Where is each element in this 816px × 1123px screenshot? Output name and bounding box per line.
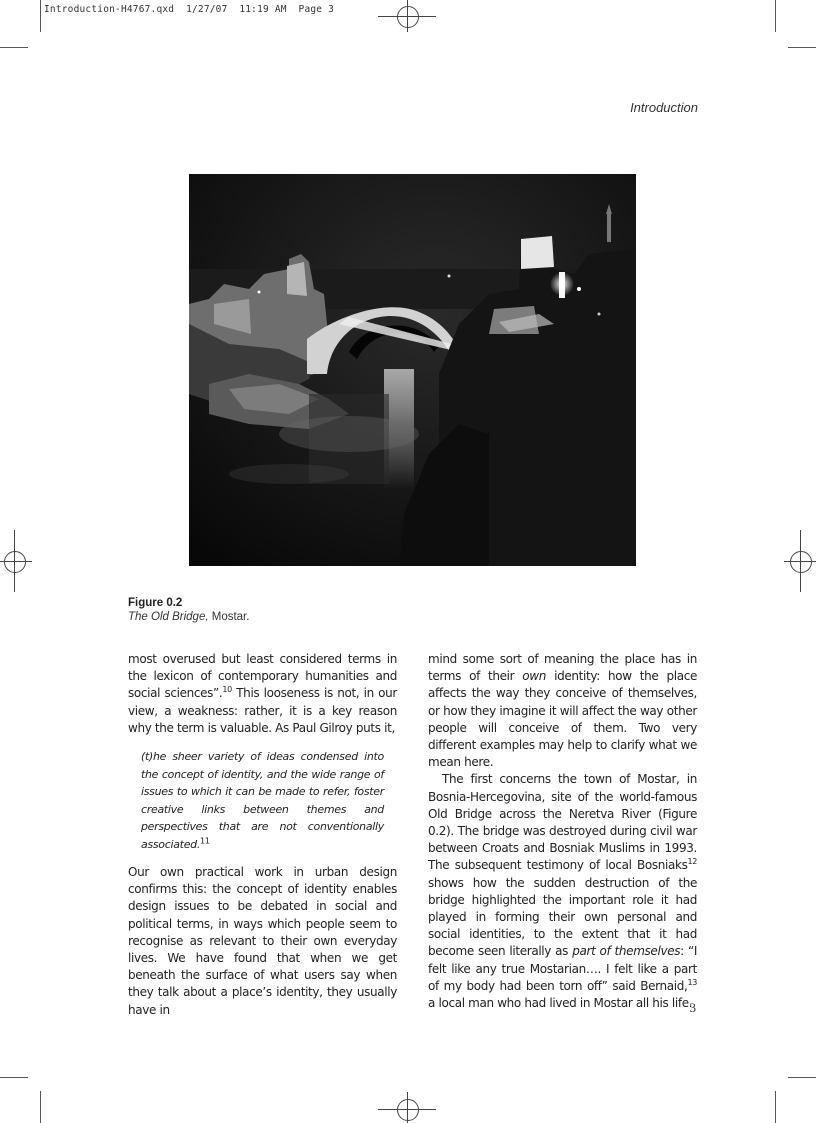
figure-title <box>128 611 249 623</box>
bridge-photograph <box>189 174 636 566</box>
figure-label: Figure 0.2 <box>128 597 183 609</box>
figure-caption <box>128 597 249 623</box>
footnote-ref: 10 <box>222 685 232 695</box>
paragraph: The first concerns the town of Mostar, in Bosnia-Hercegovina, site of the world-famous Old Bridge across the Neretva River (Figure 0.2). The bridge was destroyed during civil war between Croats and Bosniak Muslims in 1993. The subsequent testimony of local Bosniaks$^{12}$ shows how the sudden destruction of the bridge highlighted the important role it had played in forming their own personal and social identities, to the extent that it had become seen literally as part of themselves: “I felt like any true Mostarian…. I felt like a part of my body had been torn off” said Bernaid,$^{13}$ a local man who had lived in Mostar all his life. <box>428 772 698 1011</box>
footnote-ref: 11 <box>200 835 210 845</box>
running-head: Introduction <box>630 100 698 115</box>
paragraph: most overused but least considered terms in the lexicon of contemporary humanities and social sciences”.$^{10}$ This looseness is not, in our view, a weakness: rather, it is a key reason why the term is valuable. As Paul Gilroy puts it, <box>128 652 397 735</box>
text-column-left <box>128 651 397 1019</box>
figure-title-rest: Mostar. <box>208 611 250 623</box>
slug-line: Introduction-H4767.qxd 1/27/07 11:19 AM Page 3 <box>44 4 335 15</box>
paragraph: mind some sort of meaning the place has in terms of their own identity: how the place affects the way they conceive of themselves, or how they imagine it will affect the way other people will conceive of them. Two very different examples may help to clarify what we mean here. <box>428 652 697 770</box>
paragraph: Our own practical work in urban design confirms this: the concept of identity enables design issues to be debated in social and political terms, in ways which people seem to recognise as relevant to their own everyday lives. We have found that when we get beneath the surface of what users say when they talk about a place’s identity, they usually have in <box>128 865 397 1017</box>
figure-title-italic: The Old Bridge, <box>128 611 209 623</box>
footnote-ref: 12 <box>687 857 697 867</box>
page-number: 3 <box>689 1000 696 1015</box>
text-column-right <box>428 651 697 1012</box>
block-quote: (t)he sheer variety of ideas condensed into the concept of identity, and the wide range of issues to which it can be made to refer, foster creative links between themes and perspectives that are not conventionally associated.$^{11}$ <box>141 750 384 851</box>
footnote-ref: 13 <box>687 977 697 987</box>
